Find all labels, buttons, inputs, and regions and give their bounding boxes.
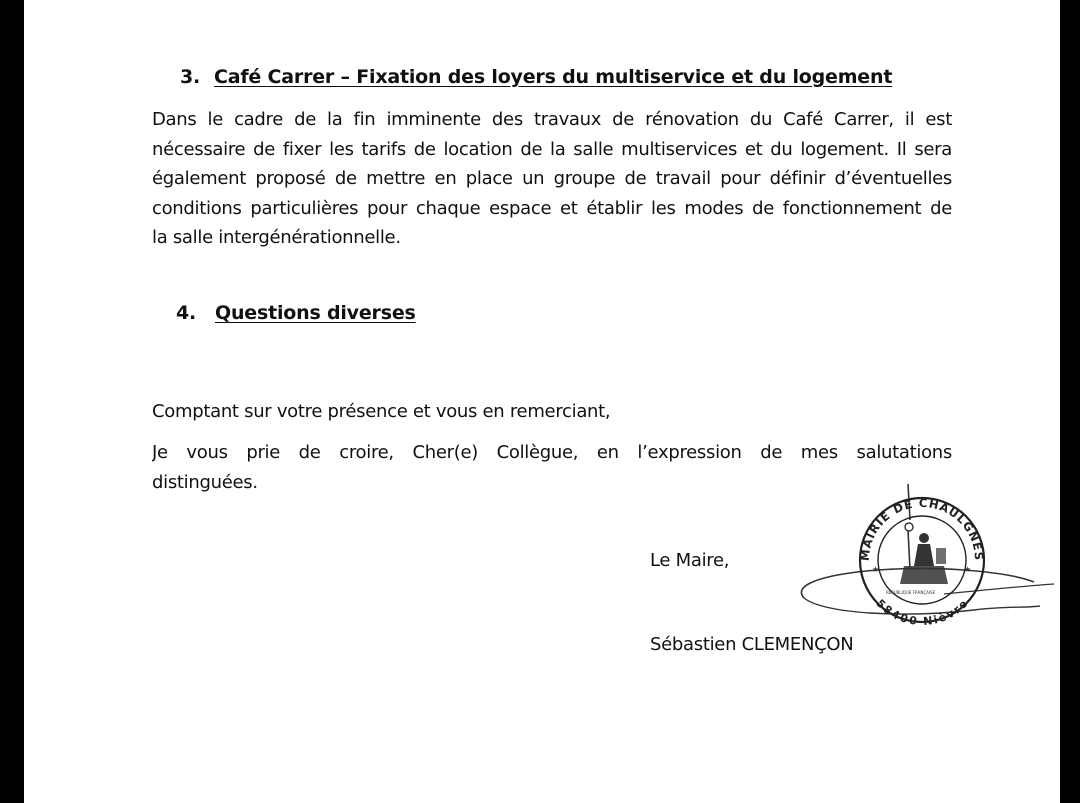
document-page [24,0,1060,803]
closing-line-2: Je vous prie de croire, Cher(e) Collègue, en l’expression de mes salutations [152,442,952,463]
section-4-title: Questions diverses [215,302,416,324]
stamp-bottom-text: 58400 Nièvre [873,596,971,629]
section-3-paragraph [152,105,952,253]
paragraph-line: conditions particulières pour chaque espace et établir les modes de fonctionnement de [152,197,952,219]
paragraph-line: nécessaire de fixer les tarifs de location de la salle multiservices et du logement. Il sera [152,138,952,160]
marianne-seal-icon [900,523,948,584]
section-3-heading [180,66,892,88]
section-4-number: 4. [176,302,197,324]
closing-line-3: distinguées. [152,471,258,493]
closing-line-1: Comptant sur votre présence et vous en remerciant, [152,401,611,422]
section-4-heading [176,302,416,324]
section-3-title: Café Carrer – Fixation des loyers du multiservice et du logement [214,66,893,88]
section-3-number: 3. [180,66,201,88]
signature-role: Le Maire, [650,550,730,571]
svg-text:58400 Nièvre [873,597,970,628]
paragraph-line: Dans le cadre de la fin imminente des travaux de rénovation du Café Carrer, il est [152,109,952,130]
svg-text:★: ★ [964,565,972,574]
svg-text:★: ★ [872,565,880,574]
paragraph-line: également proposé de mettre en place un groupe de travail pour définir d’éventuelles [152,168,952,189]
paragraph-line: la salle intergénérationnelle. [152,227,401,248]
signature-name: Sébastien CLEMENÇON [650,634,854,655]
stamp-inner-text: RÉPUBLIQUE FRANÇAISE [886,590,936,595]
stamp-top-text: MAIRIE DE CHAULGNES [857,495,987,562]
mayor-stamp-and-signature [764,480,1060,640]
